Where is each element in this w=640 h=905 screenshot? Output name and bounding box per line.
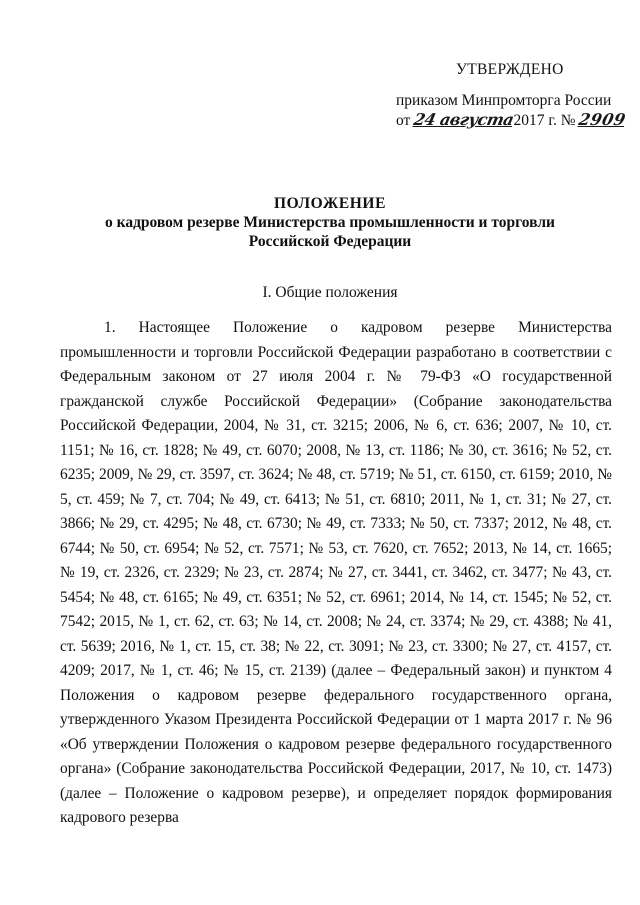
approved-label: УТВЕРЖДЕНО xyxy=(456,61,564,78)
section-heading: I. Общие положения xyxy=(262,284,398,301)
document-title xyxy=(60,194,600,251)
date-year: 2017 г. № xyxy=(513,112,580,129)
handwritten-order-number: 2909 xyxy=(577,110,628,129)
order-date-line xyxy=(396,110,626,130)
approving-order-label: приказом Минпромторга России xyxy=(396,92,612,109)
handwritten-date: 24 августа xyxy=(412,110,516,129)
document-title-line-1: о кадровом резерве Министерства промышленности и торговли xyxy=(105,214,555,231)
approval-stamp-block xyxy=(396,60,626,130)
date-prefix: от xyxy=(396,112,415,129)
paragraph-1: 1. Настоящее Положение о кадровом резерве Министерства промышленности и торговли Российской Федерации разработано в соответствии с Федеральным законом от 27 июля 2004 г. № 79-ФЗ «О государственной гражданской службе Российской Федерации» (Собрание законодательства Российской Федерации, 2004, № 31, ст. 3215; 2006, № 6, ст. 636; 2007, № 10, ст. 1151; № 16, ст. 1828; № 49, ст. 6070; 2008, № 13, ст. 1186; № 30, ст. 3616; № 52, ст. 6235; 2009, № 29, ст. 3597, ст. 3624; № 48, ст. 5719; № 51, ст. 6150, ст. 6159; 2010, № 5, ст. 459; № 7, ст. 704; № 49, ст. 6413; № 51, ст. 6810; 2011, № 1, ст. 31; № 27, ст. 3866; № 29, ст. 4295; № 48, ст. 6730; № 49, ст. 7333; № 50, ст. 7337; 2012, № 48, ст. 6744; № 50, ст. 6954; № 52, ст. 7571; № 53, ст. 7620, ст. 7652; 2013, № 14, ст. 1665; № 19, ст. 2326, ст. 2329; № 23, ст. 2874; № 27, ст. 3441, ст. 3462, ст. 3477; № 43, ст. 5454; № 48, ст. 6165; № 49, ст. 6351; № 52, ст. 6961; 2014, № 14, ст. 1545; № 52, ст. 7542; 2015, № 1, ст. 62, ст. 63; № 14, ст. 2008; № 24, ст. 3374; № 29, ст. 4388; № 41, ст. 5639; 2016, № 1, ст. 15, ст. 38; № 22, ст. 3091; № 23, ст. 3300; № 27, ст. 4157, ст. 4209; 2017, № 1, ст. 46; № 15, ст. 2139) (далее – Федеральный закон) и пунктом 4 Положения о кадровом резерве федерального государственного органа, утвержденного Указом Президента Российской Федерации от 1 марта 2017 г. № 96 «Об утверждении Положения о кадровом резерве федерального государственного органа» (Собрание законодательства Российской Федерации, 2017, № 10, ст. 1473) (далее – Положение о кадровом резерве), и определяет порядок формирования кадрового резерва xyxy=(60,319,612,826)
document-title-main: ПОЛОЖЕНИЕ xyxy=(273,195,387,212)
document-title-line-2: Российской Федерации xyxy=(248,233,412,250)
